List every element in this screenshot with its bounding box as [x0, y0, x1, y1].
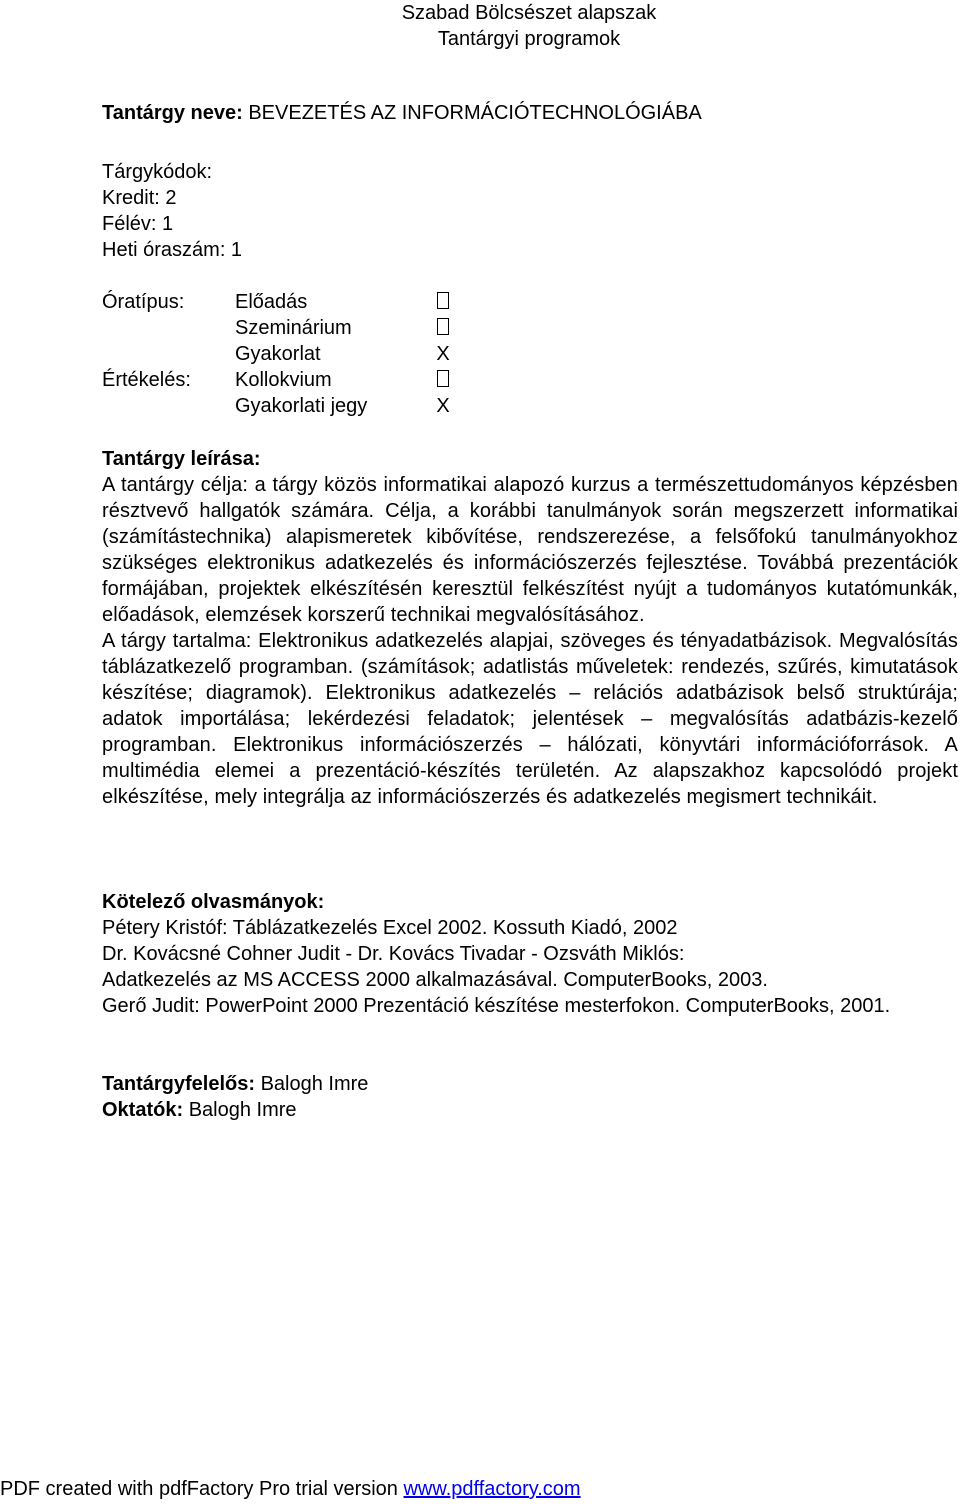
course-description — [102, 446, 958, 810]
course-title — [102, 100, 958, 126]
description-paragraph: A tantárgy célja: a tárgy közös informatikai alapozó kurzus a természettudományos képzésben résztvevő hallgatók számára. Célja, a korábbi tanulmányok során megszerzett informatikai (számítástechnika) alapismeretek kibővítése, rendszerezése, a felsőfokú tanulmányokhoz szükséges elektronikus adatkezelés és információszerzés fejlesztése. Továbbá prezentációk formájában, projektek elkészítésén keresztül felkészítést nyújt a tudományos kutatómunkák, előadások, elemzések korszerű technikai megvalósításához. — [102, 474, 958, 626]
class-type-mark: X — [436, 343, 450, 365]
course-name-label: Tantárgy neve: — [102, 102, 243, 124]
course-codes: Tárgykódok: — [102, 161, 213, 183]
class-type-option: Gyakorlat — [235, 343, 321, 365]
evaluation-option: Kollokvium — [235, 369, 332, 391]
reading-item: Dr. Kovácsné Cohner Judit - Dr. Kovács Tivadar - Ozsváth Miklós: — [102, 943, 685, 965]
evaluation-row — [102, 393, 958, 419]
readings-heading: Kötelező olvasmányok: — [102, 891, 325, 913]
course-name-value: BEVEZETÉS AZ INFORMÁCIÓTECHNOLÓGIÁBA — [248, 102, 702, 124]
footer-text: PDF created with pdfFactory Pro trial version — [0, 1478, 404, 1500]
header-subtitle: Tantárgyi programok — [437, 28, 621, 50]
responsible-line — [102, 1071, 958, 1097]
class-type-row — [102, 289, 958, 315]
class-type-row — [102, 315, 958, 341]
instructors-value: Balogh Imre — [188, 1099, 297, 1121]
class-type-option: Szeminárium — [235, 317, 352, 339]
description-heading: Tantárgy leírása: — [102, 448, 261, 470]
evaluation-mark — [436, 367, 450, 393]
class-type-label: Óratípus: — [102, 291, 185, 313]
class-type-mark — [436, 315, 450, 341]
required-readings — [102, 889, 958, 1019]
checkbox-empty-icon — [437, 318, 449, 335]
description-paragraph: A tárgy tartalma: Elektronikus adatkezelés alapjai, szöveges és tényadatbázisok. Megvalósítás táblázatkezelő programban. (számítások; adatlistás műveletek: rendezés, szűrés, kimutatások készítése; diagramok). Elektronikus adatkezelés – relációs adatbázisok belső struktúrája; adatok importálása; lekérdezési feladatok; jelentések – megvalósítás adatbázis-kezelő programban. Elektronikus információszerzés – hálózati, könyvtári információforrások. A multimédia elemei a prezentáció-készítés területén. Az alapszakhoz kapcsolódó projekt elkészítése, mely integrálja az információszerzés és adatkezelés megismert technikáit. — [102, 630, 958, 808]
reading-item: Adatkezelés az MS ACCESS 2000 alkalmazásával. ComputerBooks, 2003. — [102, 969, 768, 991]
header-program: Szabad Bölcsészet alapszak — [401, 2, 657, 24]
checkbox-empty-icon — [437, 292, 449, 309]
course-semester: Félév: 1 — [102, 213, 174, 235]
evaluation-option: Gyakorlati jegy — [235, 395, 368, 417]
class-types-table — [102, 289, 958, 419]
instructors-label: Oktatók: — [102, 1099, 184, 1121]
pdf-footer — [0, 1476, 960, 1502]
course-meta — [102, 159, 958, 263]
class-type-mark — [436, 289, 450, 315]
course-credit: Kredit: 2 — [102, 187, 177, 209]
evaluation-row — [102, 367, 958, 393]
checkbox-empty-icon — [437, 370, 449, 387]
document-header — [0, 0, 960, 52]
reading-item: Gerő Judit: PowerPoint 2000 Prezentáció készítése mesterfokon. ComputerBooks, 2001. — [102, 995, 891, 1017]
responsible-value: Balogh Imre — [260, 1073, 369, 1095]
evaluation-label: Értékelés: — [102, 369, 191, 391]
reading-item: Pétery Kristóf: Táblázatkezelés Excel 2002. Kossuth Kiadó, 2002 — [102, 917, 678, 939]
instructors-line — [102, 1097, 958, 1123]
course-staff — [102, 1071, 958, 1123]
description-body — [102, 472, 958, 810]
footer-link[interactable]: www.pdffactory.com — [403, 1478, 581, 1500]
class-type-option: Előadás — [235, 291, 308, 313]
course-hours: Heti óraszám: 1 — [102, 239, 243, 261]
responsible-label: Tantárgyfelelős: — [102, 1073, 255, 1095]
class-type-row — [102, 341, 958, 367]
evaluation-mark: X — [436, 395, 450, 417]
